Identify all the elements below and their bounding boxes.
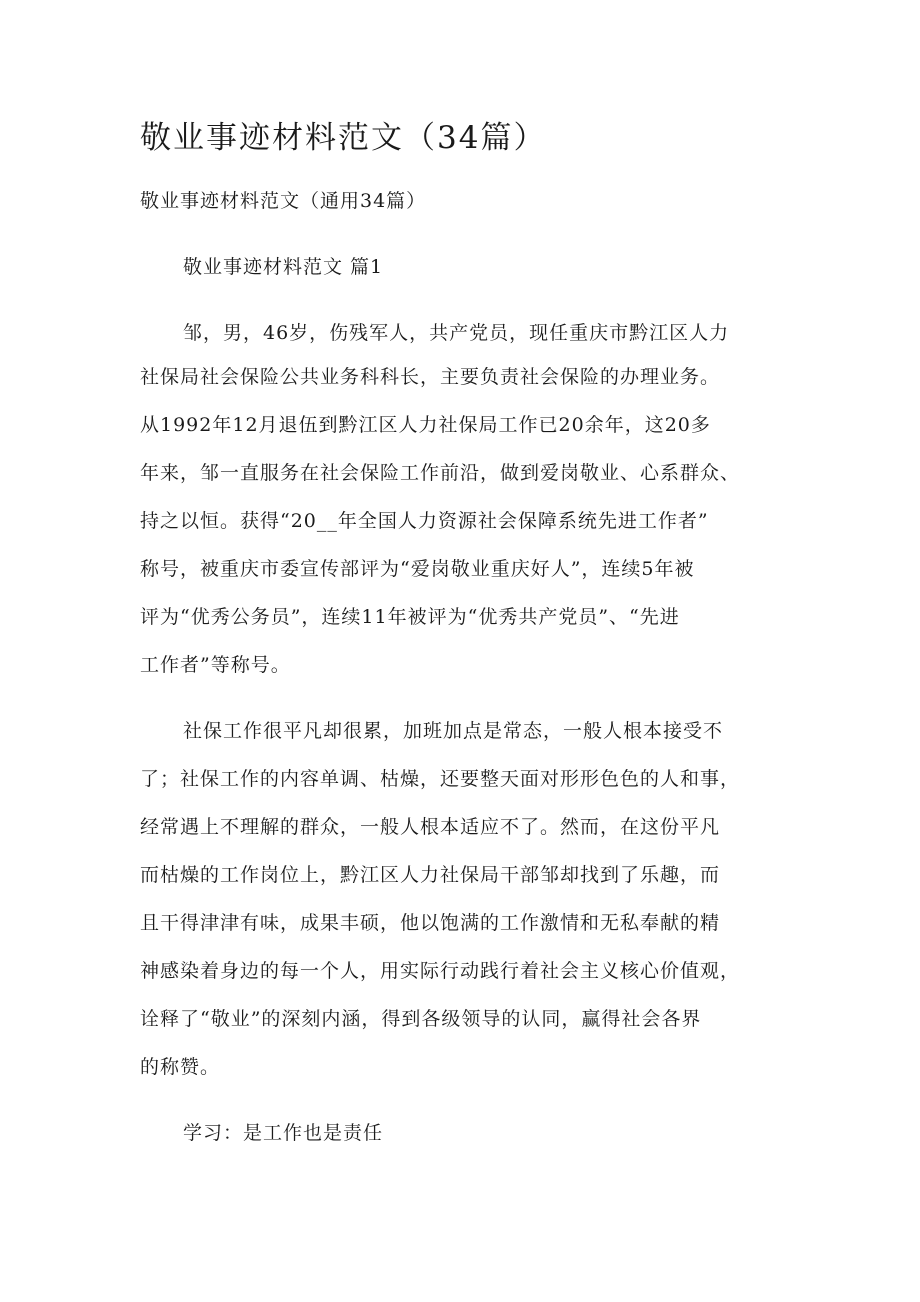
paragraph-line: 社保局社会保险公共业务科科长，主要负责社会保险的办理业务。 (140, 366, 721, 388)
paragraph-line: 邹，男，46岁，伤残军人，共产党员，现任重庆市黔江区人力 (183, 322, 730, 344)
paragraph-line: 持之以恒。获得“20__年全国人力资源社会保障系统先进工作者” (140, 510, 709, 532)
paragraph-line: 经常遇上不理解的群众，一般人根本适应不了。然而，在这份平凡 (140, 816, 721, 838)
paragraph-line: 工作者”等称号。 (140, 654, 291, 676)
section-subheading: 学习：是工作也是责任 (183, 1122, 384, 1144)
document-title: 敬业事迹材料范文（34篇） (140, 120, 547, 156)
paragraph-line: 诠释了“敬业”的深刻内涵，得到各级领导的认同，赢得社会各界 (140, 1008, 702, 1030)
paragraph-line: 评为“优秀公务员”，连续11年被评为“优秀共产党员”、“先进 (140, 606, 680, 628)
paragraph-line: 且干得津津有味，成果丰硕，他以饱满的工作激情和无私奉献的精 (140, 912, 721, 934)
paragraph-line: 社保工作很平凡却很累，加班加点是常态，一般人根本接受不 (183, 720, 724, 742)
paragraph-line: 从1992年12月退伍到黔江区人力社保局工作已20余年，这20多 (140, 414, 711, 436)
document-subtitle: 敬业事迹材料范文（通用34篇） (140, 190, 427, 212)
paragraph-line: 称号，被重庆市委宣传部评为“爱岗敬业重庆好人”，连续5年被 (140, 558, 695, 580)
section-heading: 敬业事迹材料范文 篇1 (183, 256, 384, 278)
paragraph-line: 年来，邹一直服务在社会保险工作前沿，做到爱岗敬业、心系群众、 (140, 462, 741, 484)
paragraph-line: 神感染着身边的每一个人，用实际行动践行着社会主义核心价值观， (140, 960, 741, 982)
paragraph-line: 了；社保工作的内容单调、枯燥，还要整天面对形形色色的人和事， (140, 768, 741, 790)
paragraph-line: 的称赞。 (140, 1056, 221, 1078)
paragraph-line: 而枯燥的工作岗位上，黔江区人力社保局干部邹却找到了乐趣，而 (140, 864, 721, 886)
